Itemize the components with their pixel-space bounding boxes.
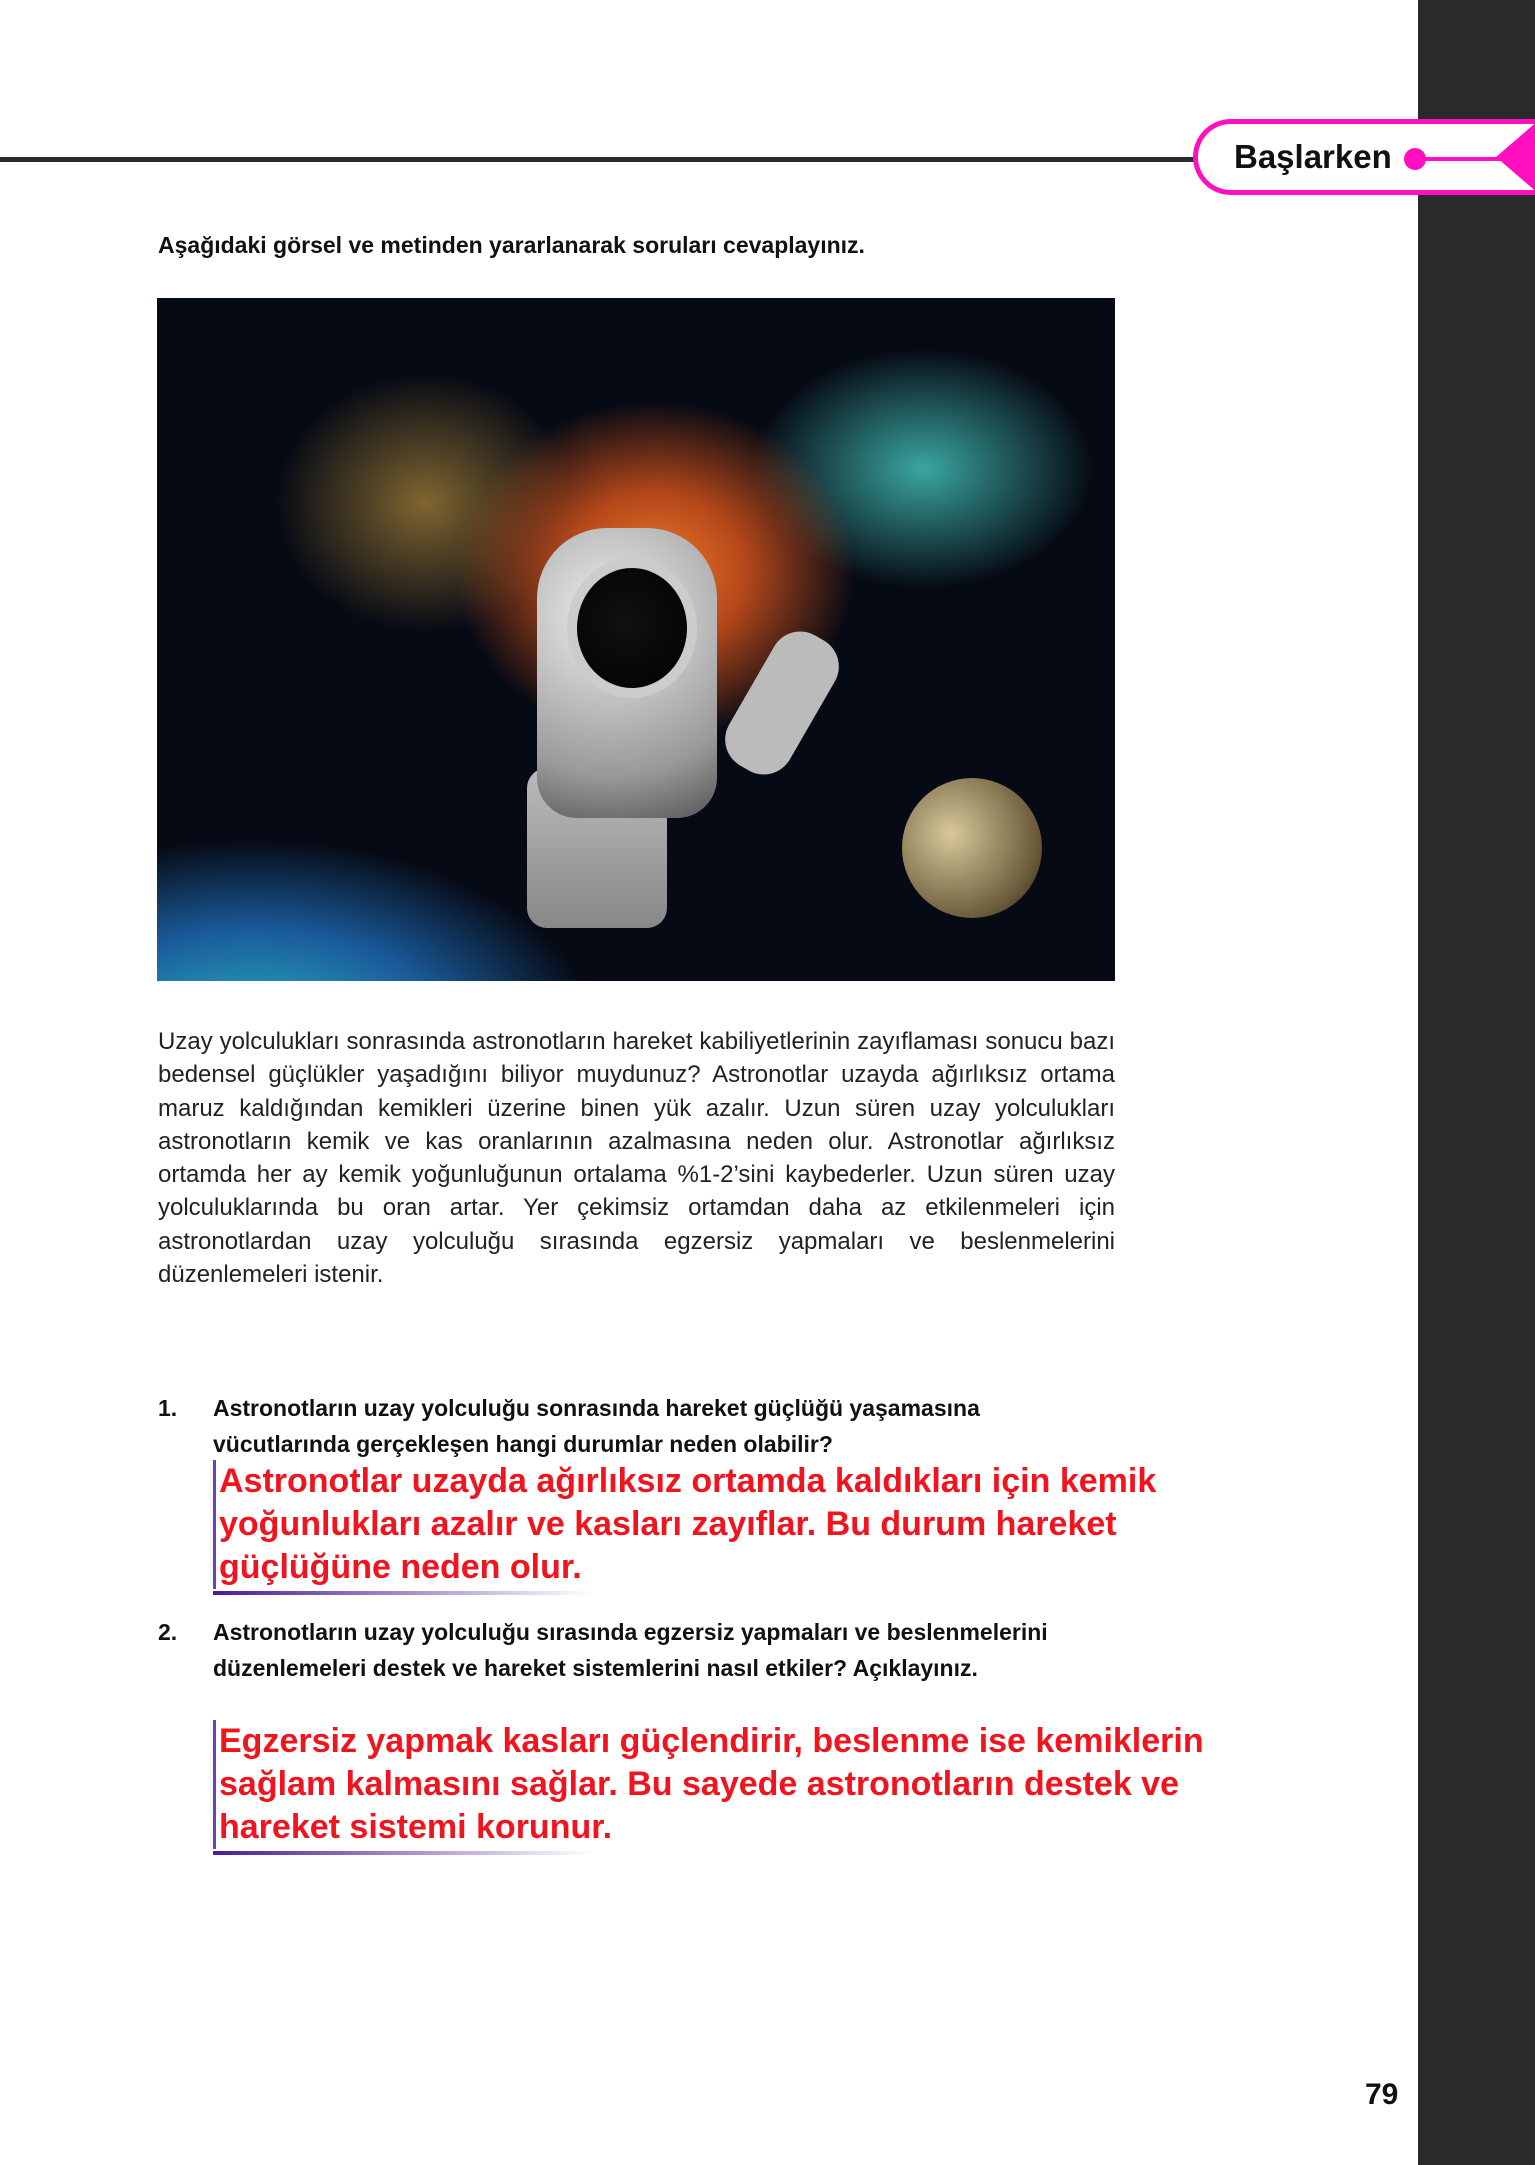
- question-text: Astronotların uzay yolculuğu sırasında egzersiz yapmaları ve beslenmelerini düzenlemeleri destek ve hareket sistemlerini nasıl etkiler? Açıklayınız.: [213, 1619, 1048, 1681]
- page-number: 79: [1365, 2078, 1399, 2111]
- badge-dot-icon: [1404, 148, 1426, 170]
- instruction-text: Aşağıdaki görsel ve metinden yararlanarak soruları cevaplayınız.: [158, 232, 865, 258]
- question-text: Astronotların uzay yolculuğu sonrasında hareket güçlüğü yaşamasına vücutlarında gerçekleşen hangi durumlar neden olabilir?: [213, 1395, 980, 1457]
- page-edge-bar: [1418, 0, 1535, 2165]
- astronaut-arm: [714, 621, 850, 786]
- badge-arrow-icon: [1496, 119, 1535, 195]
- question-number: 2.: [158, 1619, 178, 1645]
- header-rule: [0, 157, 1200, 162]
- answer-1[interactable]: Astronotlar uzayda ağırlıksız ortamda kaldıkları için kemik yoğunlukları azalır ve kasları zayıflar. Bu durum hareket güçlüğüne neden olur.: [213, 1460, 1179, 1589]
- question-number: 1.: [158, 1395, 178, 1421]
- astronaut-in-space-image: [157, 298, 1115, 981]
- reading-paragraph: Uzay yolculukları sonrasında astronotların hareket kabiliyetlerinin zayıflaması sonucu bazı bedensel güçlükler yaşadığını biliyor muydunuz? Astronotlar uzayda ağırlıksız ortama maruz kaldığından kemikleri üzerine binen yük azalır. Uzun süren uzay yolculukları astronotların kemik ve kas oranlarının azalmasına neden olur. Astronotlar ağırlıksız ortamda her ay kemik yoğunluğunun ortalama %1-2’sini kaybederler. Uzun süren uzay yolculuklarında bu oran artar. Yer çekimsiz ortamdan daha az etkilenmeleri için astronotlardan uzay yolculuğu sırasında egzersiz yapmaları ve beslenmelerini düzenlemeleri istenir.: [158, 1028, 1115, 1289]
- planet-shape: [902, 778, 1042, 918]
- section-badge-label: Başlarken: [1234, 138, 1392, 175]
- astronaut-helmet: [567, 558, 697, 698]
- answer-2[interactable]: Egzersiz yapmak kasları güçlendirir, beslenme ise kemiklerin sağlam kalmasını sağlar. Bu sayede astronotların destek ve hareket sistemi korunur.: [213, 1720, 1219, 1849]
- section-badge: [1193, 119, 1535, 195]
